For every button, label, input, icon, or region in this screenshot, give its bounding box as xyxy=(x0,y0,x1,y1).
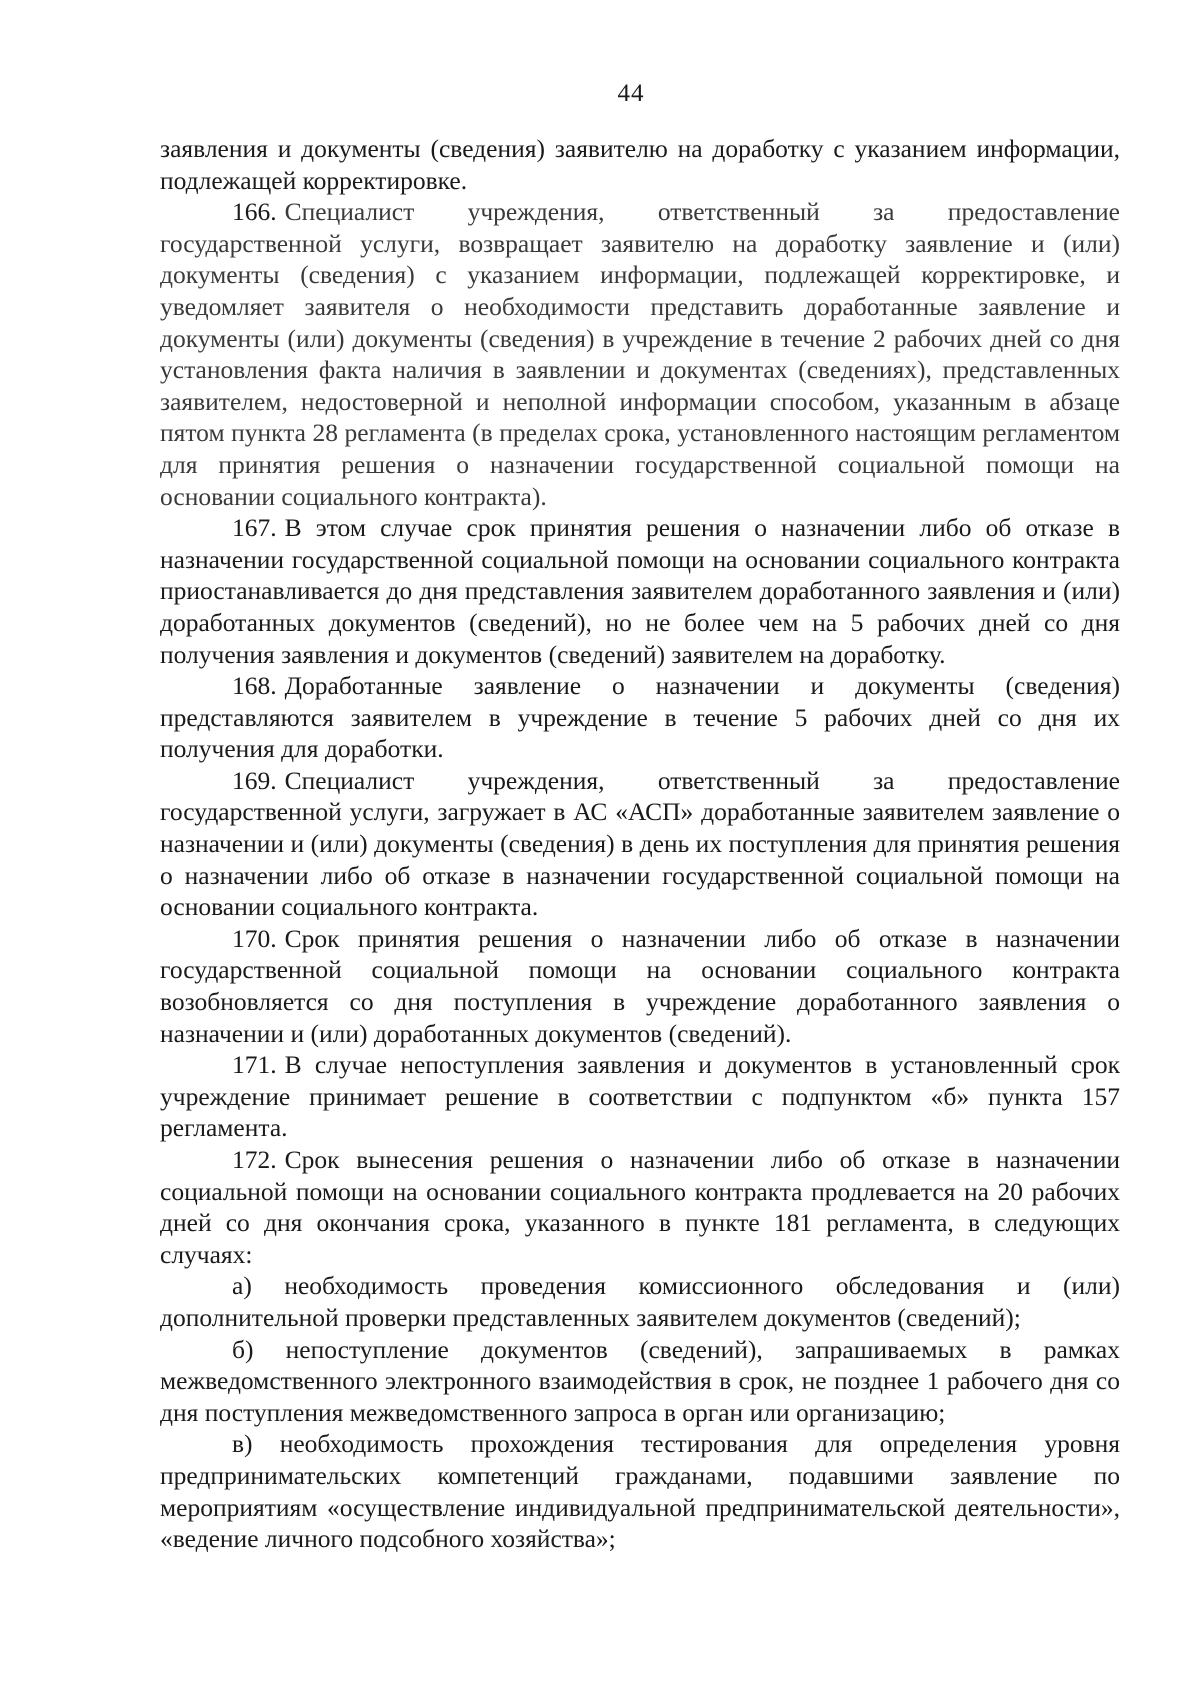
page-number: 44 xyxy=(617,80,645,107)
paragraph-continuation xyxy=(160,133,1120,196)
paragraph-text: а) необходимость проведения комиссионного обследования и (или) дополнительной проверки представленных заявителем документов (сведений); xyxy=(160,1271,1120,1332)
paragraph-172 xyxy=(160,1144,1120,1270)
paragraph-number: 167. xyxy=(232,513,277,543)
paragraph-170 xyxy=(160,923,1120,1049)
paragraph-number: 168. xyxy=(232,671,277,701)
paragraph-number: 172. xyxy=(232,1145,277,1174)
paragraph-167 xyxy=(160,512,1120,670)
paragraph-text: Специалист учреждения, ответственный за предоставление государственной услуги, возвращает заявителю на доработку заявление и (или) документы (сведения) с указанием информации, подлежащей корректировке, и уведомляет заявителя о необходимости представить доработанные заявление и документы (или) документы (сведения) в учреждение в течение 2 рабочих дней со дня установления факта наличия в заявлении и документах (сведениях), представленных заявителем, недостоверной и неполной информации способом, указанным в абзаце пятом пункта 28 регламента (в пределах срока, установленного настоящим регламентом для принятия решения о назначении государственной социальной помощи на основании социального контракта). xyxy=(160,197,1120,511)
paragraph-text: В случае непоступления заявления и документов в установленный срок учреждение принимает решение в соответствии с подпунктом «б» пункта 157 регламента. xyxy=(160,1050,1120,1143)
paragraph-text: Срок вынесения решения о назначении либо об отказе в назначении социальной помощи на основании социального контракта продлевается на 20 рабочих дней со дня окончания срока, указанного в пункте 181 регламента, в следующих случаях: xyxy=(160,1145,1120,1269)
subparagraph-b xyxy=(160,1334,1120,1429)
paragraph-number: 169. xyxy=(232,765,277,795)
paragraph-number: 170. xyxy=(232,923,277,953)
document-body xyxy=(160,133,1120,1555)
subparagraph-a xyxy=(160,1270,1120,1333)
paragraph-text: в) необходимость прохождения тестирования для определения уровня предпринимательских компетенций гражданами, подавшими заявление по мероприятиям «осуществление индивидуальной предпринимательской деятельности», «ведение личного подсобного хозяйства»; xyxy=(160,1429,1120,1554)
paragraph-text: б) непоступление документов (сведений), запрашиваемых в рамках межведомственного электронного взаимодействия в срок, не позднее 1 рабочего дня со дня поступления межведомственного запроса в орган или организацию; xyxy=(160,1334,1120,1427)
paragraph-text: Доработанные заявление о назначении и документы (сведения) представляются заявителем в учреждение в течение 5 рабочих дней со дня их получения для доработки. xyxy=(160,671,1120,764)
paragraph-number: 166. xyxy=(232,197,277,227)
paragraph-text: В этом случае срок принятия решения о назначении либо об отказе в назначении государственной социальной помощи на основании социального контракта приостанавливается до дня представления заявителем доработанного заявления и (или) доработанных документов (сведений), но не более чем на 5 рабочих дней со дня получения заявления и документов (сведений) заявителем на доработку. xyxy=(160,513,1120,669)
paragraph-text: Специалист учреждения, ответственный за предоставление государственной услуги, загружает в АС «АСП» доработанные заявителем заявление о назначении и (или) документы (сведения) в день их поступления для принятия решения о назначении либо об отказе в назначении государственной социальной помощи на основании социального контракта. xyxy=(160,765,1120,922)
paragraph-text: заявления и документы (сведения) заявителю на доработку с указанием информации, подлежащей корректировке. xyxy=(160,134,1120,195)
paragraph-171 xyxy=(160,1049,1120,1144)
subparagraph-v xyxy=(160,1428,1120,1554)
paragraph-168 xyxy=(160,670,1120,765)
paragraph-169 xyxy=(160,765,1120,923)
paragraph-text: Срок принятия решения о назначении либо об отказе в назначении государственной социальной помощи на основании социального контракта возобновляется со дня поступления в учреждение доработанного заявления о назначении и (или) доработанных документов (сведений). xyxy=(160,923,1120,1048)
paragraph-166 xyxy=(160,196,1120,512)
paragraph-number: 171. xyxy=(232,1050,277,1080)
